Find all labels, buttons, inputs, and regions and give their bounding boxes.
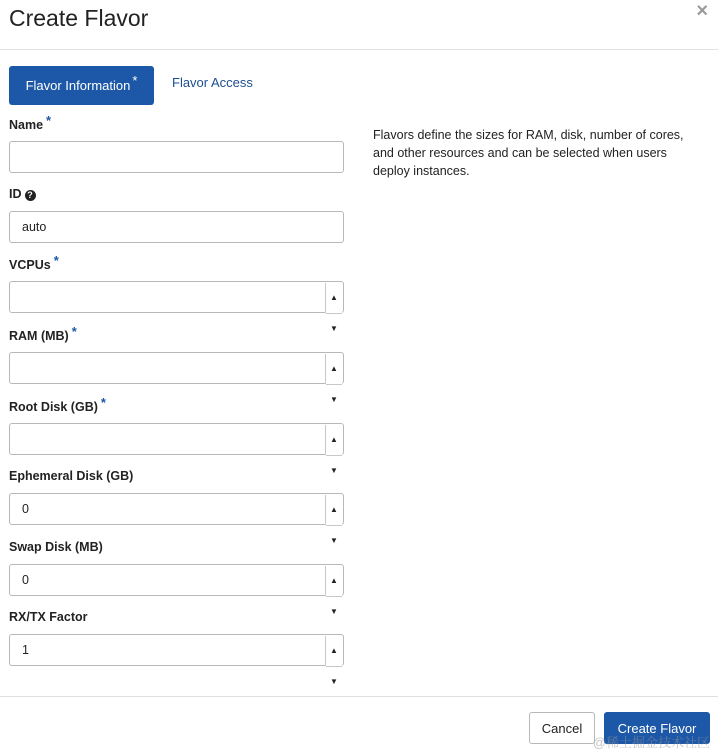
ephemeral-disk-stepper[interactable] [325,495,342,545]
ram-label: RAM (MB) * [9,324,77,343]
swap-disk-field-group [9,540,344,616]
ephemeral-disk-value: 0 [22,502,29,516]
spin-up-icon[interactable]: ▲ [326,425,342,455]
spin-up-icon[interactable]: ▲ [326,495,342,525]
required-icon: * [71,324,77,339]
root-disk-label: Root Disk (GB) * [9,395,106,414]
spin-down-icon[interactable]: ▼ [326,666,342,697]
ephemeral-disk-label: Ephemeral Disk (GB) [9,469,134,483]
vcpus-input[interactable] [9,281,344,333]
flavor-description: Flavors define the sizes for RAM, disk, number of cores, and other resources and can be selected when users deploy instances. [373,128,684,178]
tab-flavor-access[interactable]: Flavor Access [172,75,253,90]
spin-down-icon[interactable]: ▼ [326,455,342,486]
swap-disk-label: Swap Disk (MB) [9,540,103,554]
watermark: @稀土掘金技术社区 [592,735,710,750]
root-disk-stepper[interactable] [325,425,342,475]
dialog-title: Create Flavor [9,5,149,31]
ram-input[interactable] [9,352,344,404]
required-icon: * [100,395,106,410]
ephemeral-disk-input[interactable] [9,493,344,545]
id-field-group [9,187,344,234]
required-icon: * [132,73,138,88]
help-icon[interactable]: ? [25,190,36,201]
create-flavor-button[interactable]: Create Flavor [604,712,710,744]
cancel-button[interactable]: Cancel [529,712,595,744]
spin-down-icon[interactable]: ▼ [326,313,342,344]
tab-label: Flavor Information [25,78,131,93]
required-icon: * [53,253,59,268]
swap-disk-stepper[interactable] [325,566,342,616]
ephemeral-disk-field-group [9,469,344,545]
vcpus-stepper[interactable] [325,283,342,333]
id-label: ID ? [9,187,344,205]
spin-down-icon[interactable]: ▼ [326,384,342,415]
root-disk-input[interactable] [9,423,344,475]
rxtx-factor-input[interactable] [9,634,344,686]
spin-down-icon[interactable]: ▼ [326,596,342,627]
swap-disk-input[interactable] [9,564,344,616]
required-icon: * [46,113,52,128]
rxtx-factor-label: RX/TX Factor [9,610,88,624]
dialog-header [0,0,718,50]
rxtx-factor-value: 1 [22,643,29,657]
tab-flavor-information[interactable] [9,66,154,105]
name-label: Name * [9,113,52,132]
vcpus-label: VCPUs * [9,253,59,272]
id-input[interactable]: auto [9,211,344,243]
rxtx-factor-field-group [9,610,344,686]
swap-disk-value: 0 [22,573,29,587]
rxtx-factor-stepper[interactable] [325,636,342,686]
spin-up-icon[interactable]: ▲ [326,636,342,666]
spin-up-icon[interactable]: ▲ [326,354,342,384]
close-icon[interactable]: × [696,0,708,22]
ram-field-group [9,324,344,404]
root-disk-field-group [9,395,344,475]
spin-up-icon[interactable]: ▲ [326,283,342,313]
ram-stepper[interactable] [325,354,342,404]
vcpus-field-group [9,253,344,333]
spin-down-icon[interactable]: ▼ [326,525,342,556]
name-input[interactable] [9,141,344,173]
name-field-group [9,113,344,135]
spin-up-icon[interactable]: ▲ [326,566,342,596]
